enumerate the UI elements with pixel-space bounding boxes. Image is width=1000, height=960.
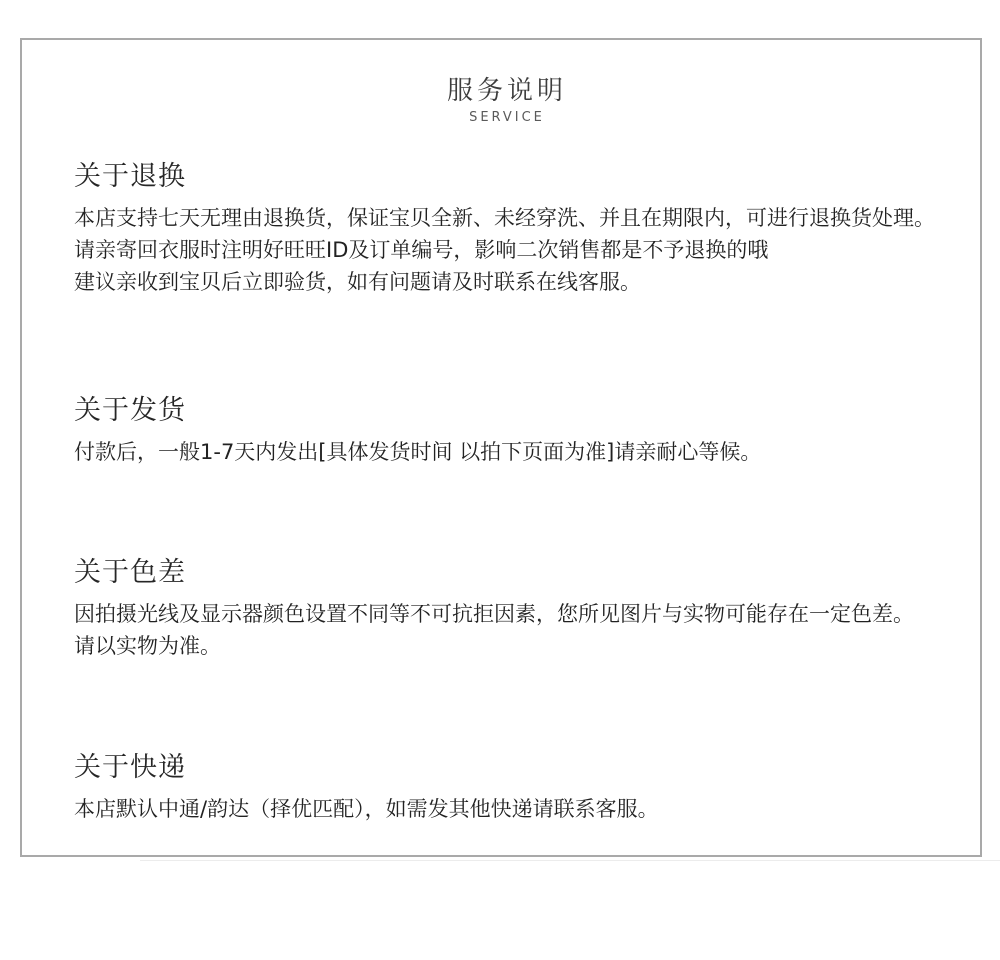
section-color-difference-body	[74, 598, 940, 662]
service-panel	[20, 38, 982, 857]
body-line: 请亲寄回衣服时注明好旺旺ID及订单编号，影响二次销售都是不予退换的哦	[74, 238, 769, 262]
body-line: 本店支持七天无理由退换货，保证宝贝全新、未经穿洗、并且在期限内，可进行退换货处理。	[74, 206, 935, 230]
body-line: 建议亲收到宝贝后立即验货，如有问题请及时联系在线客服。	[74, 270, 641, 294]
page-title: 服务说明	[446, 76, 567, 106]
divider-line	[140, 860, 1000, 861]
section-shipping	[74, 394, 940, 468]
body-line: 付款后，一般1-7天内发出[具体发货时间 以拍下页面为准]请亲耐心等候。	[74, 440, 762, 464]
page-subtitle: SERVICE	[469, 110, 545, 125]
section-shipping-heading: 关于发货	[74, 395, 186, 426]
section-returns-body	[74, 202, 940, 298]
section-express-heading: 关于快递	[74, 752, 186, 783]
section-shipping-body	[74, 436, 940, 468]
section-color-difference	[74, 556, 940, 662]
body-line: 请以实物为准。	[74, 634, 221, 658]
section-express-body	[74, 793, 940, 825]
body-line: 本店默认中通/韵达（择优匹配），如需发其他快递请联系客服。	[74, 797, 659, 821]
body-line: 因拍摄光线及显示器颜色设置不同等不可抗拒因素，您所见图片与实物可能存在一定色差。	[74, 602, 914, 626]
section-returns-heading: 关于退换	[74, 161, 186, 192]
panel-header	[74, 76, 940, 126]
section-express	[74, 751, 940, 825]
section-color-difference-heading: 关于色差	[74, 557, 186, 588]
section-returns	[74, 160, 940, 298]
